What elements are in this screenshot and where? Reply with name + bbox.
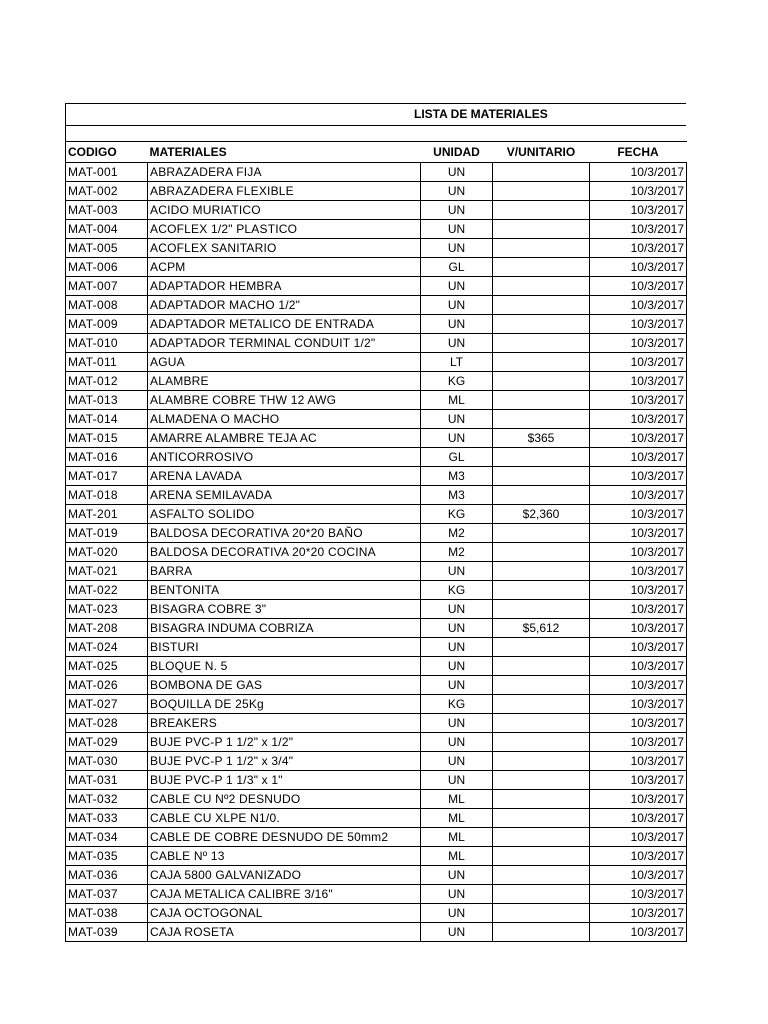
cell-material: BISAGRA COBRE 3" bbox=[148, 600, 421, 619]
cell-unit: UN bbox=[421, 638, 493, 657]
cell-date: 10/3/2017 bbox=[590, 448, 687, 467]
cell-unit-value bbox=[493, 809, 590, 828]
cell-material: CAJA ROSETA bbox=[148, 923, 421, 942]
materials-table bbox=[65, 141, 687, 942]
cell-unit-value bbox=[493, 733, 590, 752]
cell-unit-value bbox=[493, 448, 590, 467]
table-row bbox=[66, 410, 687, 429]
cell-date: 10/3/2017 bbox=[590, 809, 687, 828]
cell-unit: ML bbox=[421, 847, 493, 866]
cell-unit-value bbox=[493, 581, 590, 600]
cell-unit-value bbox=[493, 771, 590, 790]
cell-unit-value bbox=[493, 201, 590, 220]
cell-unit-value bbox=[493, 486, 590, 505]
cell-unit-value bbox=[493, 543, 590, 562]
cell-unit-value bbox=[493, 752, 590, 771]
cell-date: 10/3/2017 bbox=[590, 885, 687, 904]
cell-unit: M3 bbox=[421, 486, 493, 505]
cell-material: AMARRE ALAMBRE TEJA AC bbox=[148, 429, 421, 448]
cell-unit-value bbox=[493, 828, 590, 847]
cell-unit-value bbox=[493, 239, 590, 258]
cell-unit: UN bbox=[421, 714, 493, 733]
cell-unit-value bbox=[493, 524, 590, 543]
table-row bbox=[66, 885, 687, 904]
cell-unit-value bbox=[493, 334, 590, 353]
cell-material: BARRA bbox=[148, 562, 421, 581]
table-row bbox=[66, 524, 687, 543]
cell-unit: UN bbox=[421, 657, 493, 676]
cell-unit: UN bbox=[421, 733, 493, 752]
cell-unit-value bbox=[493, 353, 590, 372]
cell-unit-value bbox=[493, 695, 590, 714]
cell-date: 10/3/2017 bbox=[590, 771, 687, 790]
table-row bbox=[66, 809, 687, 828]
cell-code: MAT-038 bbox=[66, 904, 148, 923]
cell-code: MAT-016 bbox=[66, 448, 148, 467]
cell-unit-value bbox=[493, 657, 590, 676]
cell-date: 10/3/2017 bbox=[590, 562, 687, 581]
cell-date: 10/3/2017 bbox=[590, 391, 687, 410]
table-row bbox=[66, 220, 687, 239]
cell-date: 10/3/2017 bbox=[590, 239, 687, 258]
cell-code: MAT-024 bbox=[66, 638, 148, 657]
table-row bbox=[66, 353, 687, 372]
cell-date: 10/3/2017 bbox=[590, 524, 687, 543]
cell-code: MAT-010 bbox=[66, 334, 148, 353]
cell-material: ACOFLEX 1/2" PLASTICO bbox=[148, 220, 421, 239]
cell-unit: GL bbox=[421, 258, 493, 277]
cell-unit-value bbox=[493, 258, 590, 277]
table-row bbox=[66, 277, 687, 296]
cell-date: 10/3/2017 bbox=[590, 220, 687, 239]
cell-unit-value bbox=[493, 391, 590, 410]
header-code: CODIGO bbox=[66, 142, 148, 163]
header-materials: MATERIALES bbox=[148, 142, 421, 163]
cell-unit-value bbox=[493, 885, 590, 904]
cell-unit: UN bbox=[421, 866, 493, 885]
cell-date: 10/3/2017 bbox=[590, 923, 687, 942]
cell-material: ACOFLEX SANITARIO bbox=[148, 239, 421, 258]
cell-material: ARENA SEMILAVADA bbox=[148, 486, 421, 505]
table-row bbox=[66, 163, 687, 182]
cell-unit: ML bbox=[421, 790, 493, 809]
cell-unit: M2 bbox=[421, 524, 493, 543]
cell-unit: ML bbox=[421, 391, 493, 410]
cell-code: MAT-008 bbox=[66, 296, 148, 315]
cell-material: CABLE CU Nº2 DESNUDO bbox=[148, 790, 421, 809]
cell-code: MAT-023 bbox=[66, 600, 148, 619]
cell-unit: M3 bbox=[421, 467, 493, 486]
table-row bbox=[66, 657, 687, 676]
cell-unit-value bbox=[493, 182, 590, 201]
cell-date: 10/3/2017 bbox=[590, 543, 687, 562]
cell-date: 10/3/2017 bbox=[590, 714, 687, 733]
table-row bbox=[66, 638, 687, 657]
cell-code: MAT-029 bbox=[66, 733, 148, 752]
cell-code: MAT-039 bbox=[66, 923, 148, 942]
cell-unit: UN bbox=[421, 562, 493, 581]
cell-material: BUJE PVC-P 1 1/2" x 3/4" bbox=[148, 752, 421, 771]
cell-code: MAT-021 bbox=[66, 562, 148, 581]
cell-material: AGUA bbox=[148, 353, 421, 372]
cell-material: BISTURI bbox=[148, 638, 421, 657]
table-row bbox=[66, 201, 687, 220]
cell-code: MAT-020 bbox=[66, 543, 148, 562]
table-row bbox=[66, 429, 687, 448]
cell-date: 10/3/2017 bbox=[590, 581, 687, 600]
table-row bbox=[66, 296, 687, 315]
cell-unit-value bbox=[493, 714, 590, 733]
cell-code: MAT-013 bbox=[66, 391, 148, 410]
cell-code: MAT-019 bbox=[66, 524, 148, 543]
cell-code: MAT-208 bbox=[66, 619, 148, 638]
cell-material: ALMADENA O MACHO bbox=[148, 410, 421, 429]
cell-unit: UN bbox=[421, 771, 493, 790]
cell-unit-value: $2,360 bbox=[493, 505, 590, 524]
cell-unit: UN bbox=[421, 163, 493, 182]
cell-unit-value: $5,612 bbox=[493, 619, 590, 638]
cell-material: ACPM bbox=[148, 258, 421, 277]
cell-unit-value bbox=[493, 866, 590, 885]
cell-material: BALDOSA DECORATIVA 20*20 BAÑO bbox=[148, 524, 421, 543]
table-row bbox=[66, 771, 687, 790]
cell-unit-value bbox=[493, 790, 590, 809]
cell-unit-value bbox=[493, 923, 590, 942]
table-row bbox=[66, 258, 687, 277]
table-row bbox=[66, 733, 687, 752]
cell-code: MAT-001 bbox=[66, 163, 148, 182]
cell-unit: KG bbox=[421, 695, 493, 714]
table-row bbox=[66, 448, 687, 467]
cell-unit: KG bbox=[421, 581, 493, 600]
cell-code: MAT-036 bbox=[66, 866, 148, 885]
cell-date: 10/3/2017 bbox=[590, 733, 687, 752]
table-row bbox=[66, 752, 687, 771]
cell-material: ADAPTADOR TERMINAL CONDUIT 1/2" bbox=[148, 334, 421, 353]
cell-date: 10/3/2017 bbox=[590, 201, 687, 220]
cell-material: BOMBONA DE GAS bbox=[148, 676, 421, 695]
cell-unit-value bbox=[493, 372, 590, 391]
cell-unit-value bbox=[493, 562, 590, 581]
cell-code: MAT-005 bbox=[66, 239, 148, 258]
cell-material: ASFALTO SOLIDO bbox=[148, 505, 421, 524]
cell-unit: M2 bbox=[421, 543, 493, 562]
cell-material: ARENA LAVADA bbox=[148, 467, 421, 486]
cell-code: MAT-014 bbox=[66, 410, 148, 429]
cell-material: CAJA 5800 GALVANIZADO bbox=[148, 866, 421, 885]
table-row bbox=[66, 372, 687, 391]
cell-code: MAT-031 bbox=[66, 771, 148, 790]
cell-date: 10/3/2017 bbox=[590, 695, 687, 714]
cell-code: MAT-032 bbox=[66, 790, 148, 809]
cell-unit: UN bbox=[421, 885, 493, 904]
cell-material: BUJE PVC-P 1 1/3" x 1" bbox=[148, 771, 421, 790]
cell-date: 10/3/2017 bbox=[590, 676, 687, 695]
cell-unit: UN bbox=[421, 600, 493, 619]
cell-material: ADAPTADOR HEMBRA bbox=[148, 277, 421, 296]
cell-material: ADAPTADOR METALICO DE ENTRADA bbox=[148, 315, 421, 334]
cell-material: BREAKERS bbox=[148, 714, 421, 733]
cell-date: 10/3/2017 bbox=[590, 296, 687, 315]
table-row bbox=[66, 182, 687, 201]
cell-code: MAT-003 bbox=[66, 201, 148, 220]
cell-unit: UN bbox=[421, 619, 493, 638]
cell-unit-value bbox=[493, 847, 590, 866]
table-row bbox=[66, 505, 687, 524]
cell-material: BENTONITA bbox=[148, 581, 421, 600]
cell-code: MAT-011 bbox=[66, 353, 148, 372]
cell-material: BALDOSA DECORATIVA 20*20 COCINA bbox=[148, 543, 421, 562]
cell-material: CAJA OCTOGONAL bbox=[148, 904, 421, 923]
cell-unit-value bbox=[493, 904, 590, 923]
cell-unit-value bbox=[493, 220, 590, 239]
cell-unit: UN bbox=[421, 752, 493, 771]
table-row bbox=[66, 695, 687, 714]
cell-material: BOQUILLA DE 25Kg bbox=[148, 695, 421, 714]
cell-code: MAT-022 bbox=[66, 581, 148, 600]
cell-code: MAT-037 bbox=[66, 885, 148, 904]
table-row bbox=[66, 714, 687, 733]
table-row bbox=[66, 467, 687, 486]
cell-code: MAT-017 bbox=[66, 467, 148, 486]
table-row bbox=[66, 828, 687, 847]
table-row bbox=[66, 676, 687, 695]
header-row bbox=[66, 142, 687, 163]
header-unit: UNIDAD bbox=[421, 142, 493, 163]
cell-unit-value bbox=[493, 163, 590, 182]
header-date: FECHA bbox=[590, 142, 687, 163]
cell-unit-value bbox=[493, 410, 590, 429]
cell-material: CAJA METALICA CALIBRE 3/16" bbox=[148, 885, 421, 904]
materials-sheet bbox=[65, 103, 686, 942]
table-row bbox=[66, 391, 687, 410]
table-row bbox=[66, 847, 687, 866]
cell-date: 10/3/2017 bbox=[590, 600, 687, 619]
cell-date: 10/3/2017 bbox=[590, 258, 687, 277]
cell-unit: GL bbox=[421, 448, 493, 467]
cell-code: MAT-006 bbox=[66, 258, 148, 277]
cell-unit: UN bbox=[421, 923, 493, 942]
table-row bbox=[66, 866, 687, 885]
table-row bbox=[66, 790, 687, 809]
cell-date: 10/3/2017 bbox=[590, 277, 687, 296]
cell-unit: UN bbox=[421, 429, 493, 448]
cell-code: MAT-009 bbox=[66, 315, 148, 334]
cell-date: 10/3/2017 bbox=[590, 467, 687, 486]
cell-date: 10/3/2017 bbox=[590, 752, 687, 771]
cell-unit: KG bbox=[421, 505, 493, 524]
cell-unit: UN bbox=[421, 296, 493, 315]
cell-code: MAT-201 bbox=[66, 505, 148, 524]
cell-code: MAT-028 bbox=[66, 714, 148, 733]
cell-code: MAT-007 bbox=[66, 277, 148, 296]
cell-code: MAT-034 bbox=[66, 828, 148, 847]
cell-unit: UN bbox=[421, 410, 493, 429]
table-row bbox=[66, 923, 687, 942]
cell-code: MAT-026 bbox=[66, 676, 148, 695]
cell-date: 10/3/2017 bbox=[590, 828, 687, 847]
table-row bbox=[66, 904, 687, 923]
table-row bbox=[66, 334, 687, 353]
cell-unit: UN bbox=[421, 676, 493, 695]
cell-code: MAT-035 bbox=[66, 847, 148, 866]
cell-unit: UN bbox=[421, 315, 493, 334]
cell-material: ALAMBRE bbox=[148, 372, 421, 391]
cell-date: 10/3/2017 bbox=[590, 657, 687, 676]
cell-material: BUJE PVC-P 1 1/2" x 1/2" bbox=[148, 733, 421, 752]
cell-date: 10/3/2017 bbox=[590, 505, 687, 524]
header-unit-value: V/UNITARIO bbox=[493, 142, 590, 163]
cell-code: MAT-012 bbox=[66, 372, 148, 391]
cell-date: 10/3/2017 bbox=[590, 334, 687, 353]
cell-unit: UN bbox=[421, 182, 493, 201]
cell-material: BISAGRA INDUMA COBRIZA bbox=[148, 619, 421, 638]
cell-material: ABRAZADERA FIJA bbox=[148, 163, 421, 182]
cell-unit-value bbox=[493, 296, 590, 315]
table-row bbox=[66, 315, 687, 334]
cell-unit-value: $365 bbox=[493, 429, 590, 448]
table-row bbox=[66, 239, 687, 258]
cell-unit-value bbox=[493, 277, 590, 296]
cell-material: CABLE CU XLPE N1/0. bbox=[148, 809, 421, 828]
cell-material: CABLE DE COBRE DESNUDO DE 50mm2 bbox=[148, 828, 421, 847]
cell-material: ABRAZADERA FLEXIBLE bbox=[148, 182, 421, 201]
cell-date: 10/3/2017 bbox=[590, 182, 687, 201]
table-row bbox=[66, 486, 687, 505]
table-row bbox=[66, 581, 687, 600]
cell-date: 10/3/2017 bbox=[590, 790, 687, 809]
cell-unit: KG bbox=[421, 372, 493, 391]
cell-unit: UN bbox=[421, 239, 493, 258]
table-row bbox=[66, 600, 687, 619]
cell-date: 10/3/2017 bbox=[590, 486, 687, 505]
cell-date: 10/3/2017 bbox=[590, 410, 687, 429]
cell-unit: UN bbox=[421, 220, 493, 239]
table-row bbox=[66, 562, 687, 581]
cell-date: 10/3/2017 bbox=[590, 638, 687, 657]
cell-unit: ML bbox=[421, 828, 493, 847]
cell-date: 10/3/2017 bbox=[590, 429, 687, 448]
cell-material: ALAMBRE COBRE THW 12 AWG bbox=[148, 391, 421, 410]
cell-material: ACIDO MURIATICO bbox=[148, 201, 421, 220]
cell-code: MAT-033 bbox=[66, 809, 148, 828]
cell-date: 10/3/2017 bbox=[590, 904, 687, 923]
cell-unit: UN bbox=[421, 334, 493, 353]
cell-date: 10/3/2017 bbox=[590, 315, 687, 334]
cell-unit: UN bbox=[421, 277, 493, 296]
cell-date: 10/3/2017 bbox=[590, 866, 687, 885]
cell-code: MAT-027 bbox=[66, 695, 148, 714]
cell-unit: ML bbox=[421, 809, 493, 828]
cell-unit: UN bbox=[421, 904, 493, 923]
cell-unit-value bbox=[493, 676, 590, 695]
cell-code: MAT-025 bbox=[66, 657, 148, 676]
cell-material: ADAPTADOR MACHO 1/2" bbox=[148, 296, 421, 315]
cell-unit: UN bbox=[421, 201, 493, 220]
blank-row bbox=[65, 126, 686, 141]
cell-code: MAT-018 bbox=[66, 486, 148, 505]
cell-unit-value bbox=[493, 600, 590, 619]
cell-unit-value bbox=[493, 315, 590, 334]
cell-material: ANTICORROSIVO bbox=[148, 448, 421, 467]
cell-date: 10/3/2017 bbox=[590, 619, 687, 638]
table-row bbox=[66, 543, 687, 562]
cell-date: 10/3/2017 bbox=[590, 372, 687, 391]
cell-material: CABLE Nº 13 bbox=[148, 847, 421, 866]
cell-material: BLOQUE N. 5 bbox=[148, 657, 421, 676]
cell-date: 10/3/2017 bbox=[590, 163, 687, 182]
cell-code: MAT-004 bbox=[66, 220, 148, 239]
sheet-title: LISTA DE MATERIALES bbox=[414, 107, 548, 121]
cell-code: MAT-015 bbox=[66, 429, 148, 448]
cell-unit-value bbox=[493, 467, 590, 486]
cell-unit: LT bbox=[421, 353, 493, 372]
title-row bbox=[65, 103, 686, 126]
cell-code: MAT-002 bbox=[66, 182, 148, 201]
cell-date: 10/3/2017 bbox=[590, 353, 687, 372]
cell-unit-value bbox=[493, 638, 590, 657]
table-row bbox=[66, 619, 687, 638]
cell-date: 10/3/2017 bbox=[590, 847, 687, 866]
cell-code: MAT-030 bbox=[66, 752, 148, 771]
